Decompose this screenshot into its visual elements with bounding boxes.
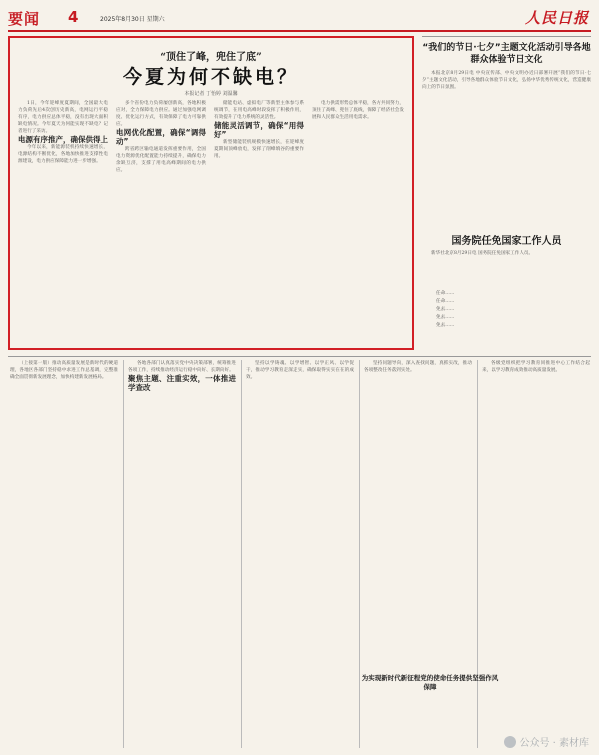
feature-paragraph: 1日，今年迎峰度夏期间，全国最大电力负荷先后4次创历史新高，电网运行平稳有序，电力供应总体平稳，没有出现大面积缺电情况。今年夏天为何能实现不缺电？记者进行了采访。: [18, 101, 108, 134]
column-divider: [241, 360, 242, 748]
feature-byline: 本报记者 丁怡婷 刘温馨: [184, 91, 238, 97]
masthead: [8, 8, 591, 28]
lower-column-2: [128, 360, 236, 750]
right-column-rule: [422, 36, 591, 37]
lower-column-4: [364, 360, 472, 668]
wechat-icon: [504, 736, 516, 748]
feature-subhead-3: 储能灵活调节，确保“用得好”: [214, 121, 304, 139]
section-name: 要闻: [8, 10, 41, 28]
lower-paragraph: 各级党组织把学习教育同推进中心工作结合起来，以学习教育成效推动高质量发展。: [482, 361, 590, 373]
feature-column-2: [116, 100, 206, 344]
feature-paragraph: 储能电站、虚拟电厂等新型主体参与系统调节，在用电高峰时段发挥了积极作用，有效提升了电力系统的灵活性。: [214, 101, 304, 120]
feature-column-4: [312, 100, 404, 344]
lower-subhead: 聚焦主题、注重实效，一体推进学查改: [128, 374, 236, 392]
issue-date: 2025年8月30日 星期六: [100, 16, 165, 23]
right-story-headline[interactable]: “我们的节日·七夕”主题文化活动引导各地群众体验节日文化: [422, 43, 591, 65]
council-list-item: 免去……: [436, 315, 455, 320]
masthead-rule: [8, 30, 591, 32]
feature-paragraph: 多个省份电力负荷屡创新高，各地积极应对，全力保障电力供应。通过加强电网调度、优化运行方式，有效保障了电力可靠供应。: [116, 101, 206, 127]
council-list-item: 免去……: [436, 307, 455, 312]
council-appointment-list: [436, 290, 586, 330]
lower-paragraph: （上接第一版）推动高质量发展是新时代的硬道理，各地区各部门坚持稳中求进工作总基调，完整准确全面贯彻新发展理念，加快构建新发展格局。: [10, 361, 118, 380]
feature-column-3: [214, 100, 304, 344]
feature-kicker: “顶住了峰，兜住了底”: [160, 52, 262, 63]
council-paragraph: 新华社北京8月29日电 国务院任免国家工作人员。: [431, 251, 534, 256]
right-story-paragraph: 本报北京8月29日电 中央宣传部、中央文明办近日部署开展“我们的节日·七夕”主题文化活动，引导各地群众体验节日文化，弘扬中华优秀传统文化，营造健康向上的节日氛围。: [422, 71, 591, 90]
feature-headline: 今夏为何不缺电？: [122, 66, 299, 88]
feature-paragraph: 今年以来，新能源装机持续快速增长，电源结构不断优化，各地加快推进支撑性电源建设，电力供应保障能力进一步增强。: [18, 145, 108, 164]
feature-paragraph: 新型储能装机规模快速增长，在迎峰度夏期间顶峰放电，发挥了削峰填谷的重要作用。: [214, 140, 304, 159]
council-list-item: 免去……: [436, 323, 455, 328]
feature-subhead-1: 电源有序推产，确保供得上: [18, 135, 108, 144]
council-body: [422, 250, 591, 272]
right-story-body: [422, 70, 591, 220]
lower-paragraph: 坚持以学铸魂、以学增智、以学正风、以学促干，推动学习教育走深走实，确保取得实实在在的成效。: [246, 361, 354, 380]
page-number: 4: [68, 8, 79, 26]
feature-article-box[interactable]: [8, 36, 414, 350]
feature-paragraph: 电力供需形势总体平稳，各方共同努力，顶住了高峰、兜住了底线，保障了经济社会发展和人民群众生活用电需求。: [312, 101, 404, 120]
council-headline[interactable]: 国务院任免国家工作人员: [451, 236, 562, 247]
council-list-item: 任命……: [436, 299, 455, 304]
lower-column-1: [10, 360, 118, 750]
feature-paragraph: 跨省跨区输电通道发挥重要作用，全国电力资源优化配置能力持续提升，确保电力余缺互济，支撑了用电高峰期间的电力供应。: [116, 147, 206, 173]
newspaper-logo: 人民日报: [524, 9, 589, 27]
lower-column-3: [246, 360, 354, 750]
feature-subhead-2: 电网优化配置，确保“调得动”: [116, 128, 206, 146]
lower-section-rule: [8, 356, 591, 357]
bottom-article-headline[interactable]: 为实现新时代新征程党的使命任务提供坚强作风保障: [361, 674, 499, 691]
feature-column-1: [18, 100, 108, 344]
watermark-text: 公众号 · 素材库: [519, 738, 589, 749]
lower-paragraph: 坚持问题导向，深入查找问题，真抓实改，推动各项整改任务落到实处。: [364, 361, 472, 373]
watermark: [504, 734, 589, 749]
council-list-item: 任命……: [436, 291, 455, 296]
column-divider: [123, 360, 124, 748]
lower-paragraph: 各地各部门认真落实党中央决策部署，统筹推进各项工作，持续推动经济运行稳中向好、长期向好。: [128, 361, 236, 373]
